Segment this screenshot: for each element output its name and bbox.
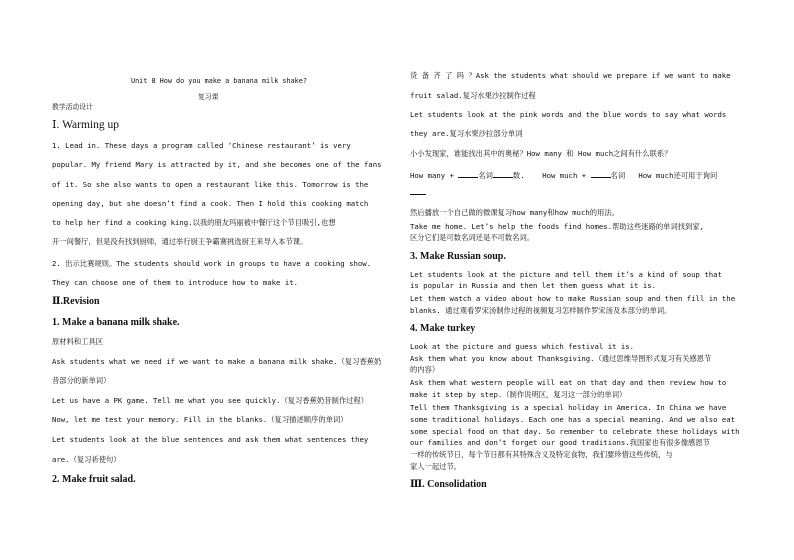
russian-heading: 3. Make Russian soup. <box>410 251 506 262</box>
turkey-line: Ask them what western people will eat on that day and then review how to <box>410 378 727 387</box>
turkey-line: some special food on that day. So remember to celebrate these holidays with <box>410 427 740 436</box>
warmup-line: They can choose one of them to introduce how to make it. <box>52 278 299 287</box>
blank-line <box>458 170 478 178</box>
blank-line <box>493 170 513 178</box>
turkey-line: 家人一起过节。 <box>410 462 462 471</box>
how-many-prefix: How many + <box>410 171 459 180</box>
turkey-line: some traditional holidays. Each one has a special meaning. And we also eat <box>410 415 736 424</box>
how-many-suffix: 数. <box>512 171 525 180</box>
banana-line: are.（复习祈使句） <box>52 455 121 464</box>
fruit-intro-line: they are.复习水果沙拉部分单词 <box>410 129 523 138</box>
blank-line <box>591 170 611 178</box>
turkey-line: Look at the picture and guess which festival it is. <box>410 342 635 351</box>
turkey-line: 的内容） <box>410 365 440 374</box>
banana-line: Let students look at the blue sentences and ask them what sentences they <box>52 435 369 444</box>
turkey-line: 一样的传统节日，每个节日都有其特殊含义及特定食物，我们要珍惜这些传统，与 <box>410 450 673 459</box>
warmup-line: popular. My friend Mary is attracted by it, and she becomes one of the fans <box>52 160 382 169</box>
warmup-line: 2. 出示比赛规则。The students should work in groups to have a cooking show. <box>52 259 372 268</box>
fruit-intro-line: Let students look at the pink words and the blue words to say what words <box>410 110 727 119</box>
turkey-line: Tell them Thanksgiving is a special holiday in America. In China we have <box>410 403 727 412</box>
how-many-much-rule <box>410 170 717 181</box>
turkey-line: Ask them what you know about Thanksgiving.（通过思维导图形式复习有关感恩节 <box>410 354 712 363</box>
fruit-more-line: 然后播放一个自己做的微课复习how many和how much的用法。 <box>410 208 619 217</box>
warmup-line: opening day, but she doesn’t find a cook. Then I hold this cooking match <box>52 199 369 208</box>
fruit-intro-line: fruit salad.复习水果沙拉制作过程 <box>410 91 536 100</box>
russian-line: blanks. 通过观看罗宋汤制作过程的视频复习怎样制作罗宋汤及本部分的单词。 <box>410 306 672 315</box>
blank-line <box>410 187 426 195</box>
turkey-line: make it step by step.（制作说明区，复习这一部分的单词） <box>410 390 627 399</box>
russian-line: is popular in Russia and then let them guess what it is. <box>410 281 657 290</box>
document-subtitle: 复习课 <box>198 93 219 101</box>
warmup-heading: Ⅰ. Warming up <box>52 119 119 131</box>
fruit-intro-line: 货 备 齐 了 吗 ？Ask the students what should we prepare if we want to make <box>410 71 731 80</box>
fruit-more-line: Take me home. Let’s help the foods find homes.帮助这些迷路的单词找到家, <box>410 222 705 231</box>
turkey-line: our families and don’t forget our good traditions.我国家也有很多像感恩节 <box>410 438 710 447</box>
warmup-line: of it. So she also wants to open a restaurant like this. Tomorrow is the <box>52 180 369 189</box>
how-many-mid: 名词 <box>478 171 493 180</box>
fruit-more-line: 区分它们是可数名词还是不可数名词。 <box>410 233 535 242</box>
fruit-heading: 2. Make fruit salad. <box>52 474 136 485</box>
banana-line: 昔部分的新单词） <box>52 376 111 385</box>
warmup-line: 1. Lead in. These days a program called ‘Chinese restaurant’ is very <box>52 141 351 150</box>
banana-line: Ask students what we need if we want to make a banana milk shake.（复习香蕉奶 <box>52 357 382 366</box>
revision-heading: Ⅱ.Revision <box>52 296 100 307</box>
warmup-line: 开一间餐厅，但是没有找到厨师，通过举行厨王争霸赛挑选厨王来导入本节课。 <box>52 237 308 246</box>
document-title: Unit 8 How do you make a banana milk shake? <box>131 77 307 85</box>
consolidation-heading: Ⅲ. Consolidation <box>410 479 487 490</box>
design-label: 教学活动设计 <box>52 103 93 111</box>
how-much-suffix: How much还可用于询问 <box>638 171 718 180</box>
fruit-intro-line: 小小发现家，谁能找出其中的奥秘？How many 和 How much之间有什么联系？ <box>410 149 672 158</box>
russian-line: Let them watch a video about how to make Russian soup and then fill in the <box>410 294 736 303</box>
banana-line: Let us have a PK game. Tell me what you see quickly.（复习香蕉奶昔制作过程） <box>52 396 369 405</box>
warmup-line: to help her find a cooking king.以我的朋友玛丽被中餐厅这个节目吸引,也想 <box>52 218 336 227</box>
banana-line: Now, let me test your memory. Fill in the blanks.（复习描述顺序的单词） <box>52 415 348 424</box>
banana-heading: 1. Make a banana milk shake. <box>52 317 180 328</box>
trailing-blank <box>410 187 426 198</box>
banana-line: 原材料和工具区 <box>52 337 104 346</box>
how-much-mid: 名词 <box>610 171 626 180</box>
turkey-heading: 4. Make turkey <box>410 323 476 334</box>
russian-line: Let students look at the picture and tell them it’s a kind of soup that <box>410 270 722 279</box>
how-much-prefix: How much + <box>542 171 591 180</box>
